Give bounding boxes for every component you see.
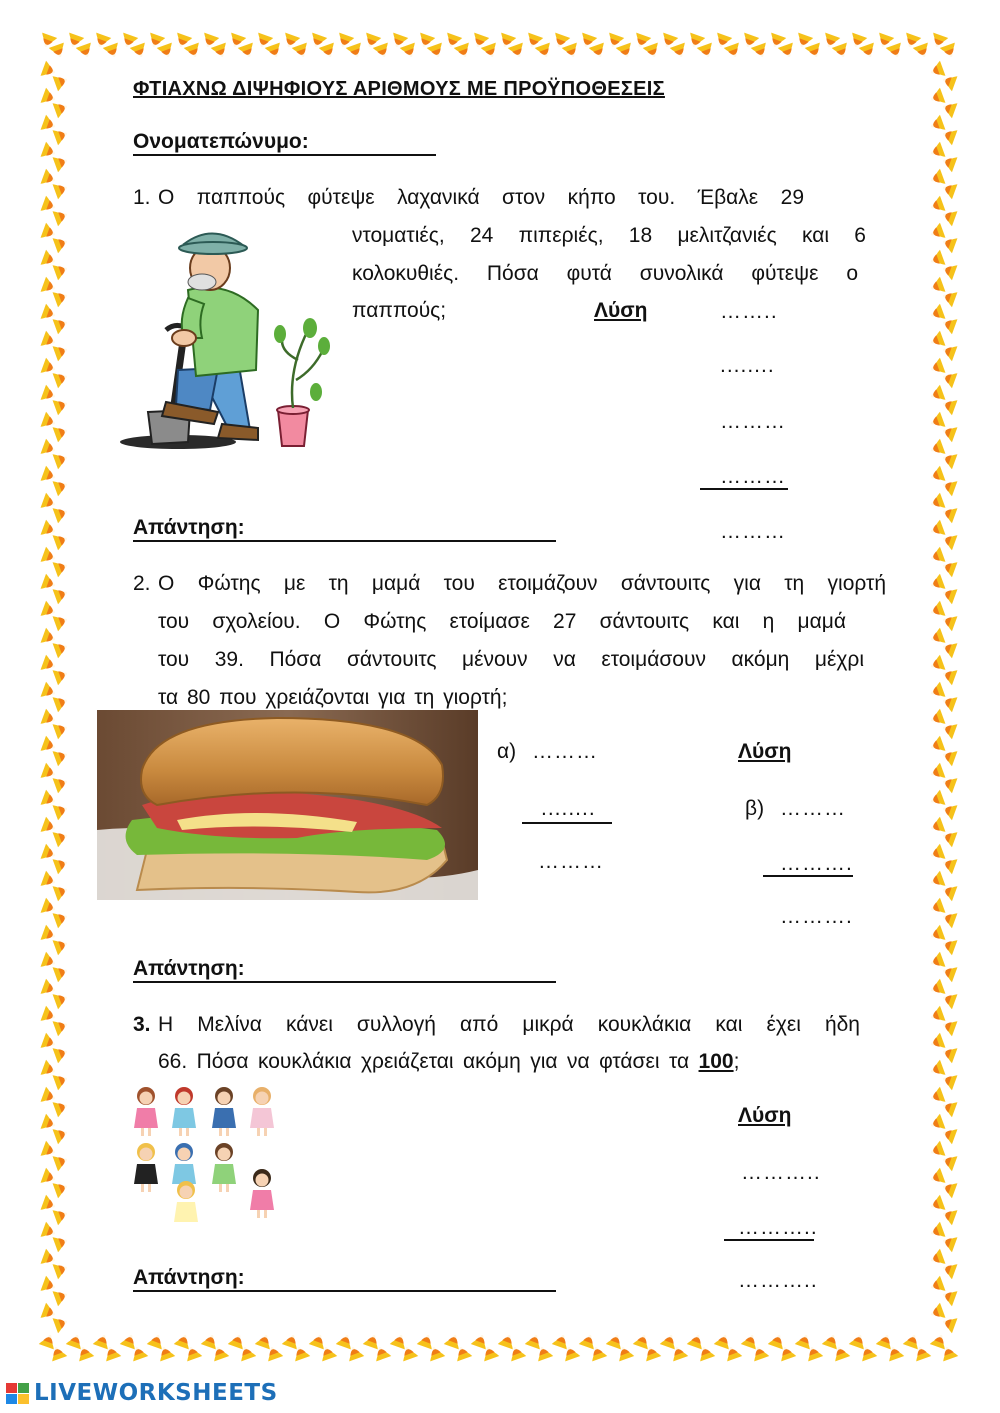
candy-corn xyxy=(373,43,392,60)
q2-b-label: β) xyxy=(745,797,765,820)
candy-corn xyxy=(768,1332,787,1349)
q2-line-2: του σχολείου. Ο Φώτης ετοίμασε 27 σάντουιτς και η μαμά xyxy=(158,610,846,633)
doll-icon xyxy=(250,1087,274,1136)
candy-corn xyxy=(427,43,446,60)
q2-answer-label: Απάντηση: xyxy=(133,957,245,980)
candy-corn xyxy=(53,1071,70,1090)
candy-corn xyxy=(292,43,311,60)
candy-corn xyxy=(184,43,203,60)
candy-corn xyxy=(53,396,70,415)
q2-b-dots-2[interactable]: ………. xyxy=(780,852,853,875)
candy-corn xyxy=(53,1179,70,1198)
candy-corn xyxy=(53,477,70,496)
candy-corn xyxy=(346,43,365,60)
candy-corn xyxy=(928,1006,945,1025)
candy-corn xyxy=(928,817,945,836)
candy-corn xyxy=(53,1125,70,1144)
candy-corn xyxy=(928,790,945,809)
q1-dots-1[interactable]: …….. xyxy=(720,300,778,323)
candy-corn xyxy=(255,1332,274,1349)
doll-icon xyxy=(250,1169,274,1218)
candy-corn xyxy=(928,142,945,161)
candy-corn xyxy=(53,936,70,955)
sandwich-photo xyxy=(97,710,478,900)
candy-corn xyxy=(53,774,70,793)
q3-dots-3[interactable]: ……….. xyxy=(738,1269,818,1292)
candy-corn xyxy=(454,43,473,60)
candy-corn xyxy=(928,1033,945,1052)
candy-corn xyxy=(53,801,70,820)
candy-corn xyxy=(53,855,70,874)
q2-a-line xyxy=(522,822,612,824)
candy-corn xyxy=(928,331,945,350)
candy-corn xyxy=(714,1332,733,1349)
name-line[interactable] xyxy=(133,154,436,156)
candy-corn xyxy=(562,43,581,60)
candy-corn xyxy=(363,1332,382,1349)
candy-corn xyxy=(53,909,70,928)
candy-corn xyxy=(265,43,284,60)
candy-corn xyxy=(228,1332,247,1349)
candy-corn xyxy=(53,126,70,145)
q3-line-1: Η Μελίνα κάνει συλλογή από μικρά κουκλάκια και έχει ήδη xyxy=(158,1013,860,1036)
q1-answer-label: Απάντηση: xyxy=(133,516,245,539)
candy-corn xyxy=(471,1332,490,1349)
candy-corn xyxy=(928,439,945,458)
candy-corn xyxy=(670,43,689,60)
candy-corn xyxy=(805,43,824,60)
candy-corn xyxy=(928,115,945,134)
q2-a-dots-1[interactable]: ……… xyxy=(532,740,598,763)
candy-corn xyxy=(928,223,945,242)
candy-corn xyxy=(508,43,527,60)
candy-corn xyxy=(579,1332,598,1349)
candy-corn xyxy=(498,1332,517,1349)
candy-corn xyxy=(589,43,608,60)
candy-corn xyxy=(616,43,635,60)
q2-number: 2. xyxy=(133,572,151,595)
candy-corn xyxy=(53,693,70,712)
candy-corn xyxy=(928,304,945,323)
q2-solution-label: Λύση xyxy=(738,740,792,763)
candy-corn xyxy=(928,655,945,674)
candy-corn xyxy=(53,963,70,982)
doll-icon xyxy=(174,1181,198,1222)
candy-corn xyxy=(93,1332,112,1349)
candy-corn xyxy=(53,288,70,307)
candy-corn xyxy=(940,43,959,60)
candy-corn xyxy=(525,1332,544,1349)
candy-corn xyxy=(606,1332,625,1349)
candy-corn xyxy=(660,1332,679,1349)
candy-corn xyxy=(103,43,122,60)
candy-corn xyxy=(53,1098,70,1117)
candy-corn xyxy=(928,898,945,917)
candy-corn xyxy=(53,1017,70,1036)
candy-corn xyxy=(928,88,945,107)
candy-corn xyxy=(319,43,338,60)
candy-corn xyxy=(928,574,945,593)
candy-corn xyxy=(928,385,945,404)
q3-dots-1[interactable]: ……….. xyxy=(741,1161,821,1184)
candy-corn xyxy=(400,43,419,60)
candy-corn xyxy=(53,1206,70,1225)
candy-corn xyxy=(53,261,70,280)
q1-sum-line xyxy=(700,488,788,490)
q2-b-dots-1[interactable]: ……… xyxy=(780,797,846,820)
candy-corn xyxy=(687,1332,706,1349)
q2-a-dots-3[interactable]: ……… xyxy=(538,850,604,873)
candy-corn xyxy=(53,423,70,442)
candy-corn xyxy=(928,979,945,998)
q1-line-2: ντοματιές, 24 πιπεριές, 18 μελιτζανιές και 6 xyxy=(352,224,866,247)
q1-solution-label: Λύση xyxy=(594,299,648,322)
q3-dots-2[interactable]: ……….. xyxy=(738,1216,818,1239)
q2-line-4: τα 80 που χρειάζονται για τη γιορτή; xyxy=(158,686,508,709)
candy-corn xyxy=(928,358,945,377)
q2-a-dots-2[interactable]: ........ xyxy=(541,797,596,820)
candy-corn xyxy=(53,342,70,361)
candy-corn xyxy=(928,547,945,566)
q1-dots-2[interactable]: ........ xyxy=(720,354,775,377)
q1-line-3: κολοκυθιές. Πόσα φυτά συνολικά φύτεψε ο xyxy=(352,262,858,285)
candy-corn xyxy=(53,990,70,1009)
q3-solution-label: Λύση xyxy=(738,1104,792,1127)
q3-sum-line xyxy=(724,1239,814,1241)
candy-corn xyxy=(53,882,70,901)
candy-corn xyxy=(53,747,70,766)
q2-b-dots-3[interactable]: ………. xyxy=(780,905,853,928)
candy-corn xyxy=(697,43,716,60)
candy-corn xyxy=(53,1287,70,1306)
candy-corn xyxy=(751,43,770,60)
candy-corn xyxy=(859,43,878,60)
candy-corn xyxy=(928,169,945,188)
candy-corn xyxy=(53,531,70,550)
doll-icon xyxy=(134,1143,158,1192)
candy-corn xyxy=(120,1332,139,1349)
candy-corn xyxy=(928,952,945,971)
candy-corn xyxy=(53,504,70,523)
candy-corn xyxy=(53,828,70,847)
doll-icon xyxy=(212,1087,236,1136)
candy-corn xyxy=(930,1332,949,1349)
q1-number: 1. xyxy=(133,186,151,209)
doll-icon xyxy=(134,1087,158,1136)
candy-corn xyxy=(53,1260,70,1279)
q1-dots-5[interactable]: ……… xyxy=(720,520,786,543)
candy-corn xyxy=(49,43,68,60)
doll-icon xyxy=(172,1087,196,1136)
candy-corn xyxy=(928,466,945,485)
candy-corn xyxy=(53,153,70,172)
candy-corn xyxy=(53,72,70,91)
candy-corn xyxy=(928,61,945,80)
candy-corn xyxy=(928,844,945,863)
candy-corn xyxy=(928,1222,945,1241)
doll-icon xyxy=(212,1143,236,1192)
worksheet-title: ΦΤΙΑΧΝΩ ΔΙΨΗΦΙΟΥΣ ΑΡΙΘΜΟΥΣ ΜΕ ΠΡΟΫΠΟΘΕΣΕΙΣ xyxy=(133,78,665,100)
candy-corn xyxy=(53,180,70,199)
candy-corn xyxy=(928,628,945,647)
q1-answer-line[interactable] xyxy=(133,540,556,542)
candy-corn xyxy=(928,250,945,269)
candy-corn xyxy=(53,234,70,253)
candy-corn xyxy=(928,709,945,728)
candy-corn xyxy=(928,1195,945,1214)
q1-dots-3[interactable]: ……… xyxy=(720,410,786,433)
candy-corn xyxy=(211,43,230,60)
candy-corn xyxy=(238,43,257,60)
candy-corn xyxy=(832,43,851,60)
candy-corn xyxy=(174,1332,193,1349)
candy-corn xyxy=(53,666,70,685)
candy-corn xyxy=(928,1087,945,1106)
candy-corn xyxy=(53,612,70,631)
candy-corn xyxy=(903,1332,922,1349)
candy-corn xyxy=(53,1044,70,1063)
candy-corn xyxy=(39,1332,58,1349)
candy-corn xyxy=(741,1332,760,1349)
candy-corn xyxy=(417,1332,436,1349)
candy-corn xyxy=(336,1332,355,1349)
candy-corn xyxy=(53,99,70,118)
candy-corn xyxy=(928,871,945,890)
candy-corn xyxy=(53,1152,70,1171)
q1-line-4: παππούς; xyxy=(352,299,447,322)
candy-corn xyxy=(928,1249,945,1268)
candy-corn xyxy=(928,277,945,296)
candy-corn xyxy=(643,43,662,60)
candy-corn xyxy=(928,763,945,782)
q2-answer-line[interactable] xyxy=(133,981,556,983)
candy-corn xyxy=(53,720,70,739)
candy-corn xyxy=(633,1332,652,1349)
candy-corn xyxy=(53,585,70,604)
candy-corn xyxy=(886,43,905,60)
candy-corn xyxy=(778,43,797,60)
liveworksheets-logo-icon xyxy=(6,1383,30,1405)
candy-corn xyxy=(552,1332,571,1349)
candy-corn xyxy=(390,1332,409,1349)
candy-corn xyxy=(309,1332,328,1349)
q3-line-2-text: 66. Πόσα κουκλάκια χρειάζεται ακόμη για να φτάσει τα xyxy=(158,1050,690,1073)
candy-corn xyxy=(53,450,70,469)
candy-corn xyxy=(928,493,945,512)
candy-corn xyxy=(928,1060,945,1079)
q3-answer-label: Απάντηση: xyxy=(133,1266,245,1289)
candy-corn xyxy=(928,682,945,701)
candy-corn xyxy=(928,520,945,539)
candy-corn xyxy=(53,558,70,577)
candy-corn xyxy=(535,43,554,60)
candy-corn xyxy=(53,369,70,388)
candy-corn xyxy=(928,601,945,620)
candy-corn xyxy=(928,1276,945,1295)
candy-corn xyxy=(157,43,176,60)
q2-line-3: του 39. Πόσα σάντουιτς μένουν να ετοιμάσουν ακόμη μέχρι xyxy=(158,648,864,671)
liveworksheets-footer[interactable]: LIVEWORKSHEETS xyxy=(34,1380,278,1406)
candy-corn xyxy=(444,1332,463,1349)
candy-corn xyxy=(53,639,70,658)
candy-corn xyxy=(53,1233,70,1252)
candy-corn xyxy=(928,196,945,215)
candy-corn xyxy=(147,1332,166,1349)
candy-corn xyxy=(481,43,500,60)
q2-a-label: α) xyxy=(497,740,517,763)
candy-corn xyxy=(76,43,95,60)
candy-corn xyxy=(928,412,945,431)
candy-corn xyxy=(928,1168,945,1187)
candy-corn xyxy=(66,1332,85,1349)
candy-corn xyxy=(928,736,945,755)
q2-b-line xyxy=(763,875,853,877)
candy-corn xyxy=(53,315,70,334)
candy-corn xyxy=(130,43,149,60)
q1-line-1: Ο παππούς φύτεψε λαχανικά στον κήπο του. Έβαλε 29 xyxy=(158,186,804,209)
gardener-illustration xyxy=(118,220,340,452)
q3-line-2-end: ; xyxy=(733,1050,740,1073)
candy-corn xyxy=(913,43,932,60)
candy-corn xyxy=(53,1314,70,1333)
candy-corn xyxy=(928,1141,945,1160)
candy-corn xyxy=(724,43,743,60)
candy-corn xyxy=(876,1332,895,1349)
q2-line-1: Ο Φώτης με τη μαμά του ετοιμάζουν σάντουιτς για τη γιορτή xyxy=(158,572,886,595)
q3-number: 3. xyxy=(133,1013,151,1036)
candy-corn xyxy=(822,1332,841,1349)
candy-corn xyxy=(282,1332,301,1349)
candy-corn xyxy=(928,1303,945,1322)
q1-dots-4[interactable]: ……… xyxy=(720,465,786,488)
candy-corn xyxy=(795,1332,814,1349)
q3-answer-line[interactable] xyxy=(133,1290,556,1292)
candy-corn xyxy=(849,1332,868,1349)
name-label: Ονοματεπώνυμο: xyxy=(133,130,309,153)
candy-corn xyxy=(928,925,945,944)
candy-corn xyxy=(53,207,70,226)
candy-corn xyxy=(201,1332,220,1349)
candy-corn xyxy=(928,1114,945,1133)
dolls-illustration xyxy=(128,1072,284,1222)
q3-target-number: 100 xyxy=(698,1050,734,1073)
